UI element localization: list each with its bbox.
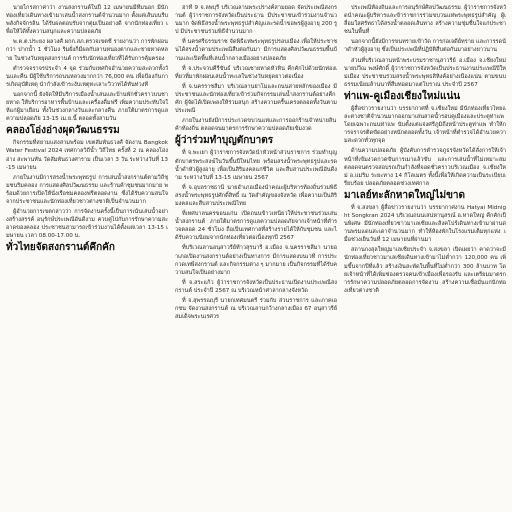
article-paragraph: ที่ จ.อุบลราชธานี นายอำเภอเมืองนำคณะผู้บริหารท้องถิ่นร่วมพิธีสรงน้ำพระพุทธรูปศักดิ์สิทธิ์ ณ วัดสำคัญของจังหวัด เพื่อความเป็นสิริมงคลและสืบสานประเพณีไทย	[175, 184, 337, 207]
article-paragraph: ที่ จ.ประจวบคีรีขันธ์ บริเวณชายหาดหัวหิน คึกคักไปด้วยนักท่องเที่ยวที่มาพักผ่อนเล่นน้ำทะเลในช่วงวันหยุดยาวต่อเนื่อง	[175, 65, 337, 80]
article-paragraph: นายไกรสกาค่าว่า งานสงกรานต์ในปี 12 เมษายนมีทีมนอก มีนักท่องเที่ยวเดินทางเข้ามาเล่นน้ำสงกรานต์จำนวนมาก ตั้งแต่เส้นบนรีบพลังกิจจักรลิน ได้รับผลตอบรับจากตุ่มเป็นอย่างดี จากนักท่องเที่ยว เพื่อให้ได้ทั้งความสนุกและความปลอดภัย	[6, 5, 168, 36]
article-paragraph: กิจกรรมที่สยามแสงสามพร้อม เขตสัมพันธวงศ์ จัดงาน Bangkok Water Festival 2024 เทศกาลวิถีน้ำ วิถีไทย ครั้งที่ 2 ณ คลองโอ่งอ่าง สะพานหัน วัดสัมพันธวงศาราม เป็นเวลา 3 วัน ระหว่างวันที่ 13-15 เมษายน	[6, 140, 168, 171]
article-paragraph: ฮาที่ 9 จ.ลพบุรี บริเวณลานพระปรางค์สามยอด จัดประเพณีสงกรานต์ ผู้ว่าราชการจังหวัดเป็นประธาน มีประชาชนเข้าร่วมงานจำนวนมาก จัดพิธีสรงน้ำพระพุทธรูปสำคัญและรดน้ำขอพรผู้สูงอายุ 200 รูป มีประชาชนร่วมพิธีจำนวนมาก	[175, 5, 337, 36]
article-paragraph: ส่วนที่บริเวณลานหน้าพระบรมราชานุสาวรีย์ อ.เมือง จ.เชียงใหม่ นายปวีณ พงษ์ศักดิ์ ผู้ว่าราชการจังหวัดเป็นประธานงานประเพณีปีใหม่เมือง ประชาชนร่วมสรงน้ำพระพุทธสิหิงค์อย่างเนืองแน่น ตามขนบธรรมเนียมล้านนาที่สืบทอดมาแต่โบราณ ประจำปี 2567	[344, 57, 506, 88]
article-paragraph: ผู้สื่อข่าวรายงานว่า บรรยากาศที่ จ.เชียงใหม่ มีนักท่องเที่ยวไทยและต่างชาติจำนวนมากออกมาเล่นสาดน้ำรอบคูเมืองและประตูท่าแพ โดยเฉพาะถนนท่าแพ นับตั้งแต่แจ่งศรีภูมิถึงหน้าประตูท่าแพ ทำให้การจราจรติดขัดอย่างหนักตลอดทั้งวัน เจ้าหน้าที่ตำรวจได้อำนวยความสะดวกทั่วทุกจุด	[344, 105, 506, 145]
article-paragraph: ที่ นครศรีธรรมราช จัดพิธีแห่พระพุทธรูปรอบเมือง เพื่อให้ประชาชนได้สรงน้ำตามประเพณีสืบต่อกันมา มีการแสดงศิลปวัฒนธรรมพื้นบ้านและเปิดพื้นที่เล่นน้ำกลางเมืองอย่างปลอดภัย	[175, 39, 337, 62]
article-paragraph: ด้านความปลอดภัย ผู้บังคับการตำรวจภูธรจังหวัดได้สั่งการให้เจ้าหน้าที่เข้มงวดกวดขันการเมาแล้วขับ และการเล่นน้ำที่ไม่เหมาะสม ตลอดจนตรวจสอบรถเกินกำลังที่จอดชั่วคราวบริเวณเมือง จ.เชียงใหม่ อ.แม่ริม ระยะทาง 14 กิโลเมตร ทั้งนี้เพื่อให้เกิดความเป็นระเบียบเรียบร้อย ปลอดภัยตลอดช่วงเทศกาล	[344, 148, 506, 187]
article-paragraph: นอกจากนี้ ยังจัดให้มีบริการเมืองน้ำเล่นและบ้านพักชั่วคราวบนชายหาด ให้บริการอาหารพื้นบ้านและเครื่องดื่มฟรี เพิ่มความประทับใจให้แก่ผู้มาเยือน ทั้งในช่วงกลางวันและกลางคืน ภายใต้มาตรการดูแลความปลอดภัย 13-15 เม.ย.นี้ ตลอดทั้งสามวัน	[6, 91, 168, 123]
section-headline: ทั่วไทยจัดสงกรานต์คึกคัก	[6, 242, 115, 254]
article-paragraph: ผู้อำนวยการเขตกล่าวว่า การจัดงานครั้งนี้เป็นการเน้นเล่นน้ำอย่างสร้างสรรค์ อนุรักษ์ประเพณีอันดีงาม ควบคู่ไปกับการรักษาความสะอาดของคลอง ประชาชนสามารถเข้าร่วมงานได้ตั้งแต่เวลา 13-15 เมษายน เวลา 08.00-17.00 น.	[6, 209, 168, 240]
article-paragraph: ที่ จ.พะเยา ผู้ว่าราชการจังหวัดนำหัวหน้าส่วนราชการ ร่วมทำบุญตักบาตรพระสงฆ์ในวันขึ้นปีใหม่ไทย พร้อมสรงน้ำพระพุทธรูปและรดน้ำดำหัวผู้สูงอายุ เพื่อเป็นสิริมงคลแก่ชีวิต และสืบสานประเพณีอันดีงาม ระหว่างวันที่ 13-15 เมษายน 2567	[175, 150, 337, 181]
article-columns	[6, 4, 506, 512]
column-left	[6, 4, 168, 512]
article-paragraph: ภายในงานยังมีการประกวดขบวนแห่และการออกร้านจำหน่ายสินค้าท้องถิ่น ตลอดจนมาตรการรักษาความปลอดภัยเข้มงวด	[175, 118, 337, 133]
article-paragraph: ที่ จ.สระแก้ว ผู้ว่าราชการจังหวัดเป็นประธานเปิดงานประเพณีสงกรานต์ ประจำปี 2567 ณ บริเวณหน้าศาลากลางจังหวัด	[175, 279, 337, 294]
article-paragraph: ที่เทศบาลนครขอนแก่น เปิดถนนข้าวเหนียวให้ประชาชนร่วมเล่นน้ำสงกรานต์ ภายใต้มาตรการดูแลความปลอดภัยจากเจ้าหน้าที่ตำรวจตลอด 24 ชั่วโมง ถือเป็นเทศกาลที่สร้างรายได้ให้กับชุมชน และได้รับความนิยมจากนักท่องเที่ยวต่อเนื่องทุกปี 2567	[175, 211, 337, 242]
section-headline: มาเลย์ทะลักหาดใหญ่ไม่ขาด	[344, 189, 466, 201]
column-middle	[175, 4, 337, 512]
article-paragraph: ตำรวจจราจรประจำ 4 จุด ร่วมกับเทศกิจอำนวยความสะดวกทั้งวันและคืน มีผู้ใช้บริการถนนหลวงมากกว่า 76,000 คน เพื่อป้องกันการเกิดอุบัติเหตุ นำกำลังเข้าระงับเหตุทะเลาะวิวาทได้ทันท่วงที	[6, 65, 168, 88]
section-headline: ท่าแพ-คูเมืองเชียงใหม่แน่น	[344, 90, 461, 102]
article-paragraph: สถานกงสุลใหญ่มาเลเซียประจำ จ.สงขลา เปิดเผยว่า คาดว่าจะมีนักท่องเที่ยวชาวมาเลเซียเดินทางเข้ามาไม่ต่ำกว่า 120,000 คน เพิ่มขึ้นจากปีที่แล้ว สร้างเงินสะพัดในพื้นที่ไม่ต่ำกว่า 300 ล้านบาท โดยเจ้าหน้าที่ได้เพิ่มช่องตรวจคนเข้าเมืองเพื่อรองรับ และเตรียมมาตรการรักษาความปลอดภัยตลอดการจัดงาน สร้างความเชื่อมั่นแก่นักท่องเที่ยวต่างชาติ	[344, 247, 506, 294]
article-paragraph: ที่ จ.สงขลา ผู้สื่อข่าวรายงานว่า บรรยากาศงาน Hatyai Midnight Songkran 2024 บริเวณถนนเสน่หานุสรณ์ อ.หาดใหญ่ คึกคักเป็นพิเศษ มีนักท่องเที่ยวชาวมาเลเซียและสิงคโปร์เดินทางเข้ามาผ่านด่านพรมแดนสะเดาจำนวนมาก ทำให้ห้องพักในโรงแรมเต็มทุกแห่ง เมื่อช่วงเย็นวันที่ 12 เมษายนที่ผ่านมา	[344, 204, 506, 244]
article-paragraph: พ.ต.ต.ประยง ผลวงศ์ ผกก.สภ.ตรวจเขตชี รายงานว่า การพักผ่อนกว่า ปากน้ำ 1 ชั่วโมง ริมฝั่งก็มีผลกับลานหนองตากและชายหาดหลาย ในช่วงวันหยุดสงกรานต์ การรับนักท่องเที่ยวที่ได้รับการคุ้มครอง	[6, 39, 168, 62]
column-right	[344, 4, 506, 512]
section-headline: ผู้ว่าร่วมทำบุญตักบาตร	[175, 135, 274, 147]
article-paragraph: ที่บริเวณลานอนุสาวรีย์ท้าวสุรนารี อ.เมือง จ.นครราชสีมา นายอำเภอเปิดงานสงกรานต์อย่างเป็นทางการ มีการแสดงบนเวที การประกวดเทพีสงกรานต์ และกิจกรรมต่าง ๆ มากมาย เป็นกิจกรรมที่ได้รับความสนใจเป็นอย่างมาก	[175, 245, 337, 276]
section-headline: คลองโอ่งอ่างผุดวัฒนธรรม	[6, 125, 120, 137]
article-paragraph: ประเพณีท้องถิ่นและการอนุรักษ์ศิลปวัฒนธรรม ผู้ว่าราชการจังหวัดนำคณะผู้บริหารและข้าราชการร่วมขบวนแห่พระพุทธรูปสำคัญ ผู้เลื่อมใสศรัทธาได้สรงน้ำตลอดเส้นทาง สร้างความชุ่มชื่นใจแก่ประชาชนในพื้นที่	[344, 5, 506, 36]
article-paragraph: ที่ จ.นครราชสีมา บริเวณลานย่าโมและถนนสายหลักของเมือง มีประชาชนและนักท่องเที่ยวเข้าร่วมกิจกรรมเล่นน้ำสงกรานต์อย่างคึกคัก ผู้จัดได้เปิดเพลงให้ร่วมสนุก สร้างความครื้นเครงตลอดทั้งวันตามประเพณี	[175, 83, 337, 115]
article-paragraph: ที่ จ.สุพรรณบุรี นายกเทศมนตรี ร่วมกับ ส่วนราชการ และภาคเอกชน จัดงานสงกรานต์ ณ บริเวณลานกว้างกลางเมือง 67 อนุสาวรีย์สมเด็จพระนเรศวร	[175, 298, 337, 321]
article-paragraph: นอกจากนี้ยังมีการขนทรายเข้าวัด การก่อเจดีย์ทราย และการรดน้ำดำหัวผู้สูงอายุ ซึ่งเป็นประเพณีที่ปฏิบัติสืบต่อกันมาอย่างยาวนาน	[344, 39, 506, 54]
article-paragraph: ภายในงานมีการสรงน้ำพระพุทธรูป การเล่นน้ำสงกรานต์ตามวิถีชุมชนริมคลอง การแสดงศิลปวัฒนธรรม และร้านค้าชุมชนมากมาย พร้อมด้วยการเปิดให้นั่งเรือชมคลองฟรีตลอดงาน ซึ่งได้รับความสนใจจากประชาชนและนักท่องเที่ยวชาวต่างชาติเป็นจำนวนมาก	[6, 174, 168, 205]
